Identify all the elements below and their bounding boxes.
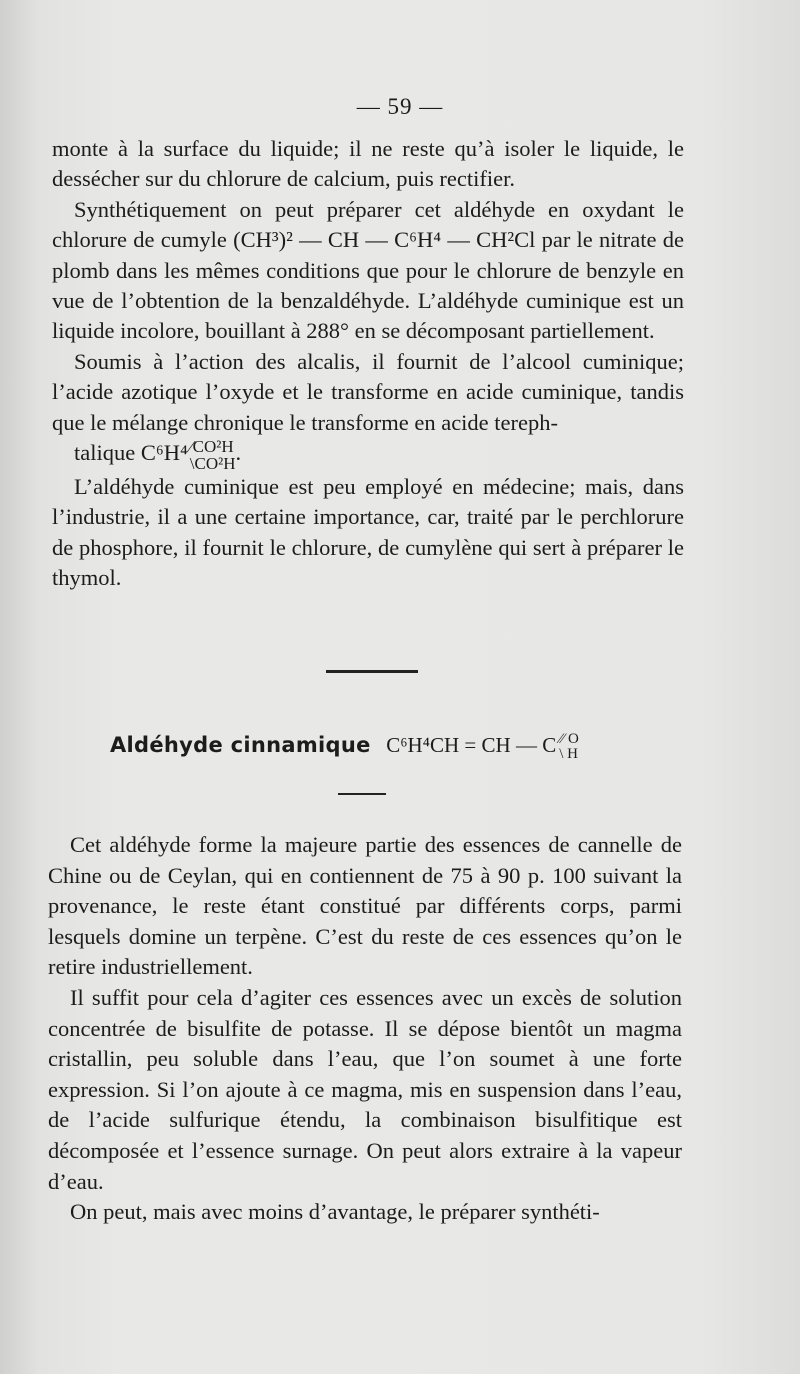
section-cuminic-aldehyde-text (52, 134, 684, 594)
section-heading (110, 732, 730, 762)
heading-formula: C⁶H⁴CH = CH — C (386, 733, 557, 758)
aldehyde-bottom: \ H (559, 746, 578, 762)
paragraph: Il suffit pour cela d’agiter ces essences avec un excès de solution concentrée de bisulfite de potasse. Il se dépose bientôt un magma cristallin, peu soluble dans l’eau, que l’on soumet à une forte expression. Si l’on ajoute à ce magma, mis en suspension dans l’eau, de l’acide sulfurique étendu, la combinaison bisulfitique est décomposée et l’essence surnage. On peut alors extraire à la vapeur d’eau. (48, 984, 682, 1194)
paragraph: Soumis à l’action des alcalis, il fournit de l’alcool cuminique; l’acide azotique l’oxyde et le transforme en acide cuminique, tandis que le mélange chronique le transforme en acide tereph- (52, 348, 684, 435)
section-divider-bottom (338, 793, 386, 795)
aldehyde-top: ⁄⁄ O (559, 731, 579, 747)
section-cinnamic-aldehyde-text (48, 830, 682, 1228)
formula-bottom: \CO²H (189, 454, 236, 474)
paragraph: L’aldéhyde cuminique est peu employé en médecine; mais, dans l’industrie, il a une certaine importance, car, traité par le perchlorure de phosphore, il fournit le chlorure, de cumylène qui sert à préparer le thymol. (52, 474, 684, 591)
formula-stack (190, 438, 236, 472)
terephthalic-formula-line (52, 438, 684, 472)
page-number: — 59 — (356, 94, 444, 119)
paragraph: Cet aldéhyde forme la majeure partie des essences de cannelle de Chine ou de Ceylan, qui en contiennent de 75 à 90 p. 100 suivant la provenance, le reste étant constitué par différents corps, parmi lesquels domine un terpène. C’est du reste de ces essences qu’on le retire industriellement. (48, 832, 682, 980)
paragraph: monte à la surface du liquide; il ne reste qu’à isoler le liquide, le dessécher sur du chlorure de calcium, puis rectifier. (52, 136, 684, 192)
paragraph: On peut, mais avec moins d’avantage, le préparer synthéti- (70, 1199, 600, 1225)
paragraph: Synthétiquement on peut préparer cet aldéhyde en oxydant le chlorure de cumyle (CH³)² — CH — C⁶H⁴ — CH²Cl par le nitrate de plomb dans les mêmes conditions que pour le chlorure de benzyle en vue de l’obtention de la benzaldéhyde. L’aldéhyde cuminique est un liquide incolore, bouillant à 288° en se décomposant partiellement. (52, 196, 684, 344)
heading-title: Aldéhyde cinnamique (110, 733, 371, 758)
formula-prefix: talique C⁶H⁴ (74, 440, 188, 466)
section-divider-top (326, 670, 418, 673)
aldehyde-group-stack (559, 732, 579, 762)
formula-top: ⁄CO²H (189, 437, 234, 457)
formula-end: . (235, 440, 242, 466)
